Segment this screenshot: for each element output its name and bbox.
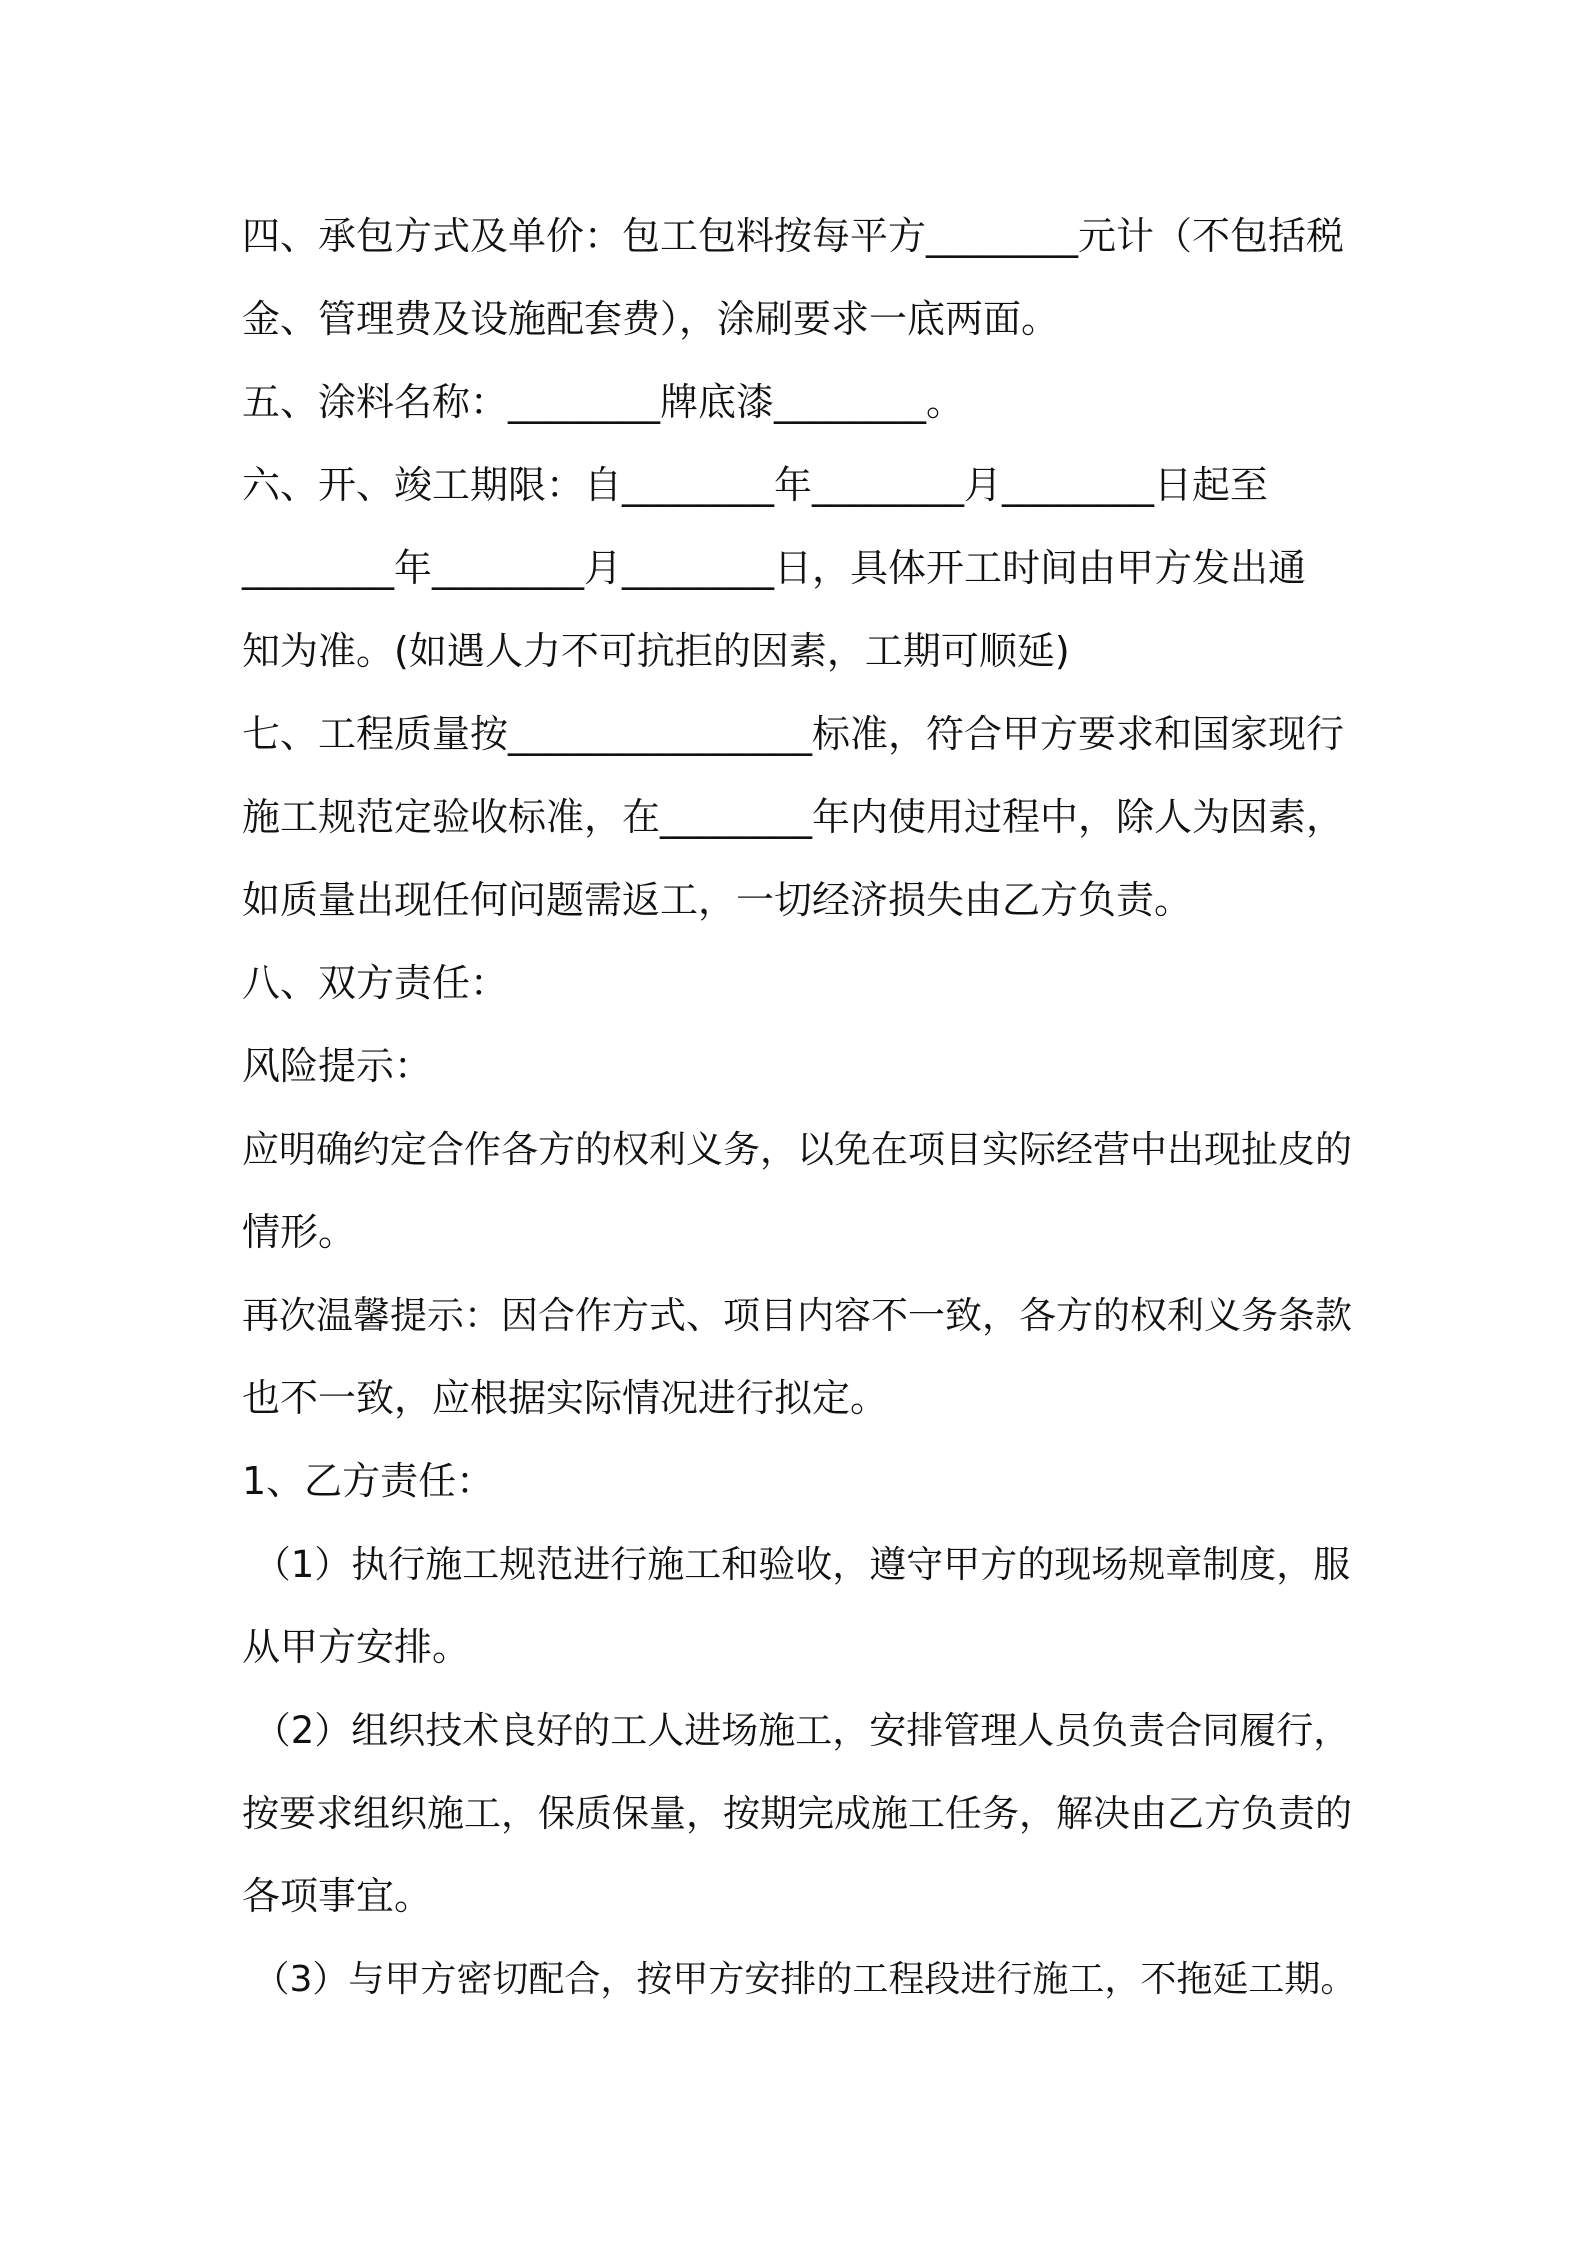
fill-in-blank: ________ <box>774 380 927 424</box>
text-segment: 。 <box>926 380 965 424</box>
text-segment: 施工规范定验收标准，在 <box>242 795 661 839</box>
text-segment: 各项事宜。 <box>242 1874 433 1918</box>
fill-in-blank: ________ <box>660 795 813 839</box>
text-segment: 日，具体开工时间由甲方发出通 <box>774 546 1307 590</box>
text-segment: 日起至 <box>1154 463 1269 507</box>
fill-in-blank: ________ <box>242 546 394 590</box>
text-line <box>242 278 1362 361</box>
fill-in-blank: ________ <box>622 463 775 507</box>
text-segment: 五、涂料名称： <box>242 380 509 424</box>
contract-body <box>242 195 1362 2021</box>
fill-in-blank: ________ <box>926 214 1079 258</box>
text-segment: 风险提示： <box>242 1044 433 1088</box>
text-line <box>242 444 1362 527</box>
fill-in-blank: ________ <box>432 546 585 590</box>
text-line <box>242 1772 1362 1855</box>
text-segment: 知为准。(如遇人力不可抗拒的因素，工期可顺延) <box>242 629 1070 673</box>
text-line <box>242 1855 1362 1938</box>
text-segment: 标准，符合甲方要求和国家现行 <box>812 712 1345 756</box>
fill-in-blank: ________ <box>622 546 775 590</box>
text-segment: （1）执行施工规范进行施工和验收，遵守甲方的现场规章制度，服 <box>242 1543 1351 1586</box>
text-segment: 元计（不包括税 <box>1078 214 1345 258</box>
text-line <box>242 1523 1362 1606</box>
text-line <box>242 195 1362 278</box>
text-line <box>242 859 1362 942</box>
text-segment: 四、承包方式及单价：包工包料按每平方 <box>242 214 927 258</box>
text-segment: （2）组织技术良好的工人进场施工，安排管理人员负责合同履行， <box>242 1709 1351 1752</box>
text-segment: 六、开、竣工期限：自 <box>242 463 623 507</box>
text-segment: 年 <box>394 546 433 590</box>
text-line <box>242 1938 1362 2021</box>
text-line <box>242 1191 1362 1274</box>
text-line <box>242 1274 1362 1357</box>
text-segment: 年内使用过程中，除人为因素， <box>812 795 1345 839</box>
text-segment: （3）与甲方密切配合，按甲方安排的工程段进行施工，不拖延工期。 <box>242 1959 1357 2000</box>
text-segment: 月 <box>964 463 1003 507</box>
text-segment: 再次温馨提示：因合作方式、项目内容不一致，各方的权利义务条款 <box>242 1294 1352 1337</box>
text-line <box>242 1108 1362 1191</box>
text-segment: 如质量出现任何问题需返工，一切经济损失由乙方负责。 <box>242 878 1193 922</box>
text-segment: 年 <box>774 463 813 507</box>
text-line <box>242 1606 1362 1689</box>
fill-in-blank: ________ <box>1002 463 1155 507</box>
text-segment: 1、乙方责任： <box>242 1459 495 1503</box>
fill-in-blank: ________________ <box>508 712 813 756</box>
text-segment: 按要求组织施工，保质保量，按期完成施工任务，解决由乙方负责的 <box>242 1792 1352 1835</box>
text-segment: 应明确约定合作各方的权利义务，以免在项目实际经营中出现扯皮的 <box>242 1128 1352 1171</box>
text-line <box>242 527 1362 610</box>
text-segment: 八、双方责任： <box>242 961 509 1005</box>
text-segment: 情形。 <box>242 1210 357 1254</box>
fill-in-blank: ________ <box>508 380 661 424</box>
text-line <box>242 610 1362 693</box>
text-segment: 月 <box>584 546 623 590</box>
text-segment: 七、工程质量按 <box>242 712 509 756</box>
text-line <box>242 693 1362 776</box>
text-line <box>242 1440 1362 1523</box>
text-segment: 金、管理费及设施配套费），涂刷要求一底两面。 <box>242 297 1060 341</box>
text-line <box>242 776 1362 859</box>
text-segment: 牌底漆 <box>660 380 775 424</box>
text-line <box>242 942 1362 1025</box>
text-line <box>242 1689 1362 1772</box>
text-line <box>242 1025 1362 1108</box>
fill-in-blank: ________ <box>812 463 965 507</box>
text-segment: 从甲方安排。 <box>242 1625 471 1669</box>
text-line <box>242 361 1362 444</box>
text-line <box>242 1357 1362 1440</box>
text-segment: 也不一致，应根据实际情况进行拟定。 <box>242 1376 889 1420</box>
